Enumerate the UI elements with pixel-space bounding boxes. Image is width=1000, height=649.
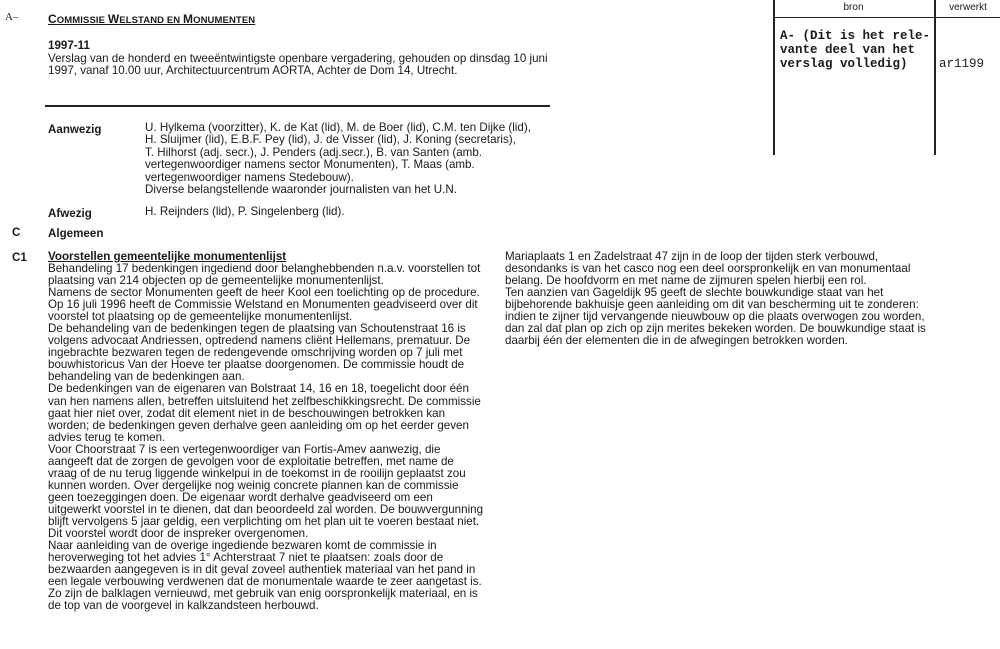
intro-line: 1997, vanaf 10.00 uur, Architectuurcentrum AORTA, Achter de Dom 14, Utrecht. <box>48 64 458 78</box>
paragraph-line: een legale verbouwing verdwenen dat de monumentale waarde te zeer aangetast is. <box>48 575 482 589</box>
paragraph-line: volgens advocaat Andriessen, optredend namens cliënt Hellemans, prematuur. De <box>48 334 471 348</box>
column-header-bron: bron <box>843 2 864 13</box>
margin-mark: A– <box>5 11 19 23</box>
paragraph-line: belang. De hoofdvorm en met name de zijmuren spelen hierbij een rol. <box>505 274 867 288</box>
aanwezig-label: Aanwezig <box>48 123 102 136</box>
paragraph-line: geen toezeggingen doen. De eigenaar wordt derhalve geadviseerd om een <box>48 490 433 504</box>
meeting-number: 1997-11 <box>48 39 90 52</box>
paragraph-line: Dit voorstel wordt door de inspreker overgenomen. <box>48 527 309 541</box>
paragraph-line: desondanks is van het casco nog een deel oorspronkelijk en van monumentaal <box>505 262 911 276</box>
paragraph-line: voorstel tot plaatsing op de gemeentelijke monumentenlijst. <box>48 310 353 324</box>
paragraph-line: vraag of de nu terug liggende winkelpui in de toekomst in de rooilijn geplaatst zou <box>48 466 466 480</box>
paragraph-line: advies terug te komen. <box>48 430 166 444</box>
verwerkt-value: ar1199 <box>939 57 985 71</box>
paragraph-line: van hen namens allen, betreffen uitsluitend het zelfbeschikkingsrecht. De commissie <box>48 394 481 408</box>
paragraph-line: uitgewerkt voorstel in te dienen, dat dan beoordeeld zal worden. De bouwvergunning <box>48 502 484 516</box>
paragraph-line: aangeeft dat de zorgen de gevolgen voor de exploitatie betreffen, met name de <box>48 454 454 468</box>
aanwezig-list <box>145 122 531 196</box>
c1-right-column <box>505 251 926 347</box>
attendee-line: Diverse belangstellende waaronder journalisten van het U.N. <box>145 183 457 197</box>
attendee-line: T. Hilhorst (adj. secr.), J. Penders (adj.secr.), B. van Santen (amb. <box>145 145 482 159</box>
paragraph-line: bezwaarden aangegeven is in dit geval zoveel authentiek materiaal van het pand in <box>48 563 476 577</box>
paragraph-line: dan zal dat plan op zich op zijn merites bekeken worden. De bouwkundige staat is <box>505 322 926 336</box>
paragraph-line: Mariaplaats 1 en Zadelstraat 47 zijn in de loop der tijden sterk verbouwd, <box>505 250 879 263</box>
meeting-intro <box>48 53 548 77</box>
bron-line: A- (Dit is het rele- <box>780 29 931 43</box>
paragraph-line: de top van de voorgevel in kalkzandsteen herbouwd. <box>48 599 319 613</box>
attendee-line: H. Sluijmer (lid), E.B.F. Pey (lid), J. de Visser (lid), J. Koning (secretaris), <box>145 133 516 147</box>
attendee-line: vertegenwoordiger namens sector Monumenten), T. Maas (amb. <box>145 158 475 172</box>
paragraph-line: Voor Choorstraat 7 is een vertegenwoordiger van Fortis-Amev aanwezig, die <box>48 442 441 456</box>
section-title-c: Algemeen <box>48 227 104 240</box>
table-header-divider <box>773 17 1000 18</box>
afwezig-list: H. Reijnders (lid), P. Singelenberg (lid). <box>145 205 345 218</box>
paragraph-line: Ten aanzien van Gageldijk 95 geeft de slechte bouwkundige staat van het <box>505 286 884 300</box>
paragraph-line: plaatsing van 214 objecten op de gemeentelijke monumentenlijst. <box>48 274 384 288</box>
paragraph-line: bijbehorende bakhuisje geen aanleiding om dit van bescherming uit te zonderen: <box>505 298 919 312</box>
c1-left-column <box>48 263 483 612</box>
bron-line: vante deel van het <box>780 43 916 57</box>
afwezig-label: Afwezig <box>48 207 92 220</box>
paragraph-line: indien te zijner tijd vervangende nieuwbouw op die plaats overwogen zou worden, <box>505 310 925 324</box>
intro-line: Verslag van de honderd en tweeëntwintigste openbare vergadering, gehouden op dinsdag 10 juni <box>48 52 548 65</box>
paragraph-line: behandeling van de bedenkingen aan. <box>48 370 245 384</box>
attendee-line: vertegenwoordiger namens Stedebouw). <box>145 170 354 184</box>
column-header-verwerkt: verwerkt <box>949 2 987 13</box>
document-title <box>48 12 255 26</box>
title-part: C <box>48 12 57 26</box>
paragraph-line: bouwhistoricus Van der Hoeve ter plaatse doorgenomen. De commissie houdt de <box>48 358 465 372</box>
paragraph-line: worden; de bedenkingen geven derhalve geen aanleiding om op het eerder geven <box>48 418 469 432</box>
section-title-c1: Voorstellen gemeentelijke monumentenlijst <box>48 250 287 263</box>
title-part: W <box>107 12 120 26</box>
table-column-divider <box>934 0 936 155</box>
bron-note <box>780 29 930 71</box>
paragraph-line: De bedenkingen van de eigenaren van Bolstraat 14, 16 en 18, toegelicht door één <box>48 382 469 396</box>
header-divider <box>45 105 550 107</box>
table-border-left <box>773 0 775 155</box>
paragraph-line: daarbij één der elementen die in de afwegingen betrokken worden. <box>505 334 848 348</box>
title-part: M <box>183 12 194 26</box>
section-code-c: C <box>12 226 21 239</box>
paragraph-line: gaat hier niet over, zodat dit element niet in de beschouwingen betrokken kan <box>48 406 446 420</box>
paragraph-line: Namens de sector Monumenten geeft de heer Kool een toelichting op de procedure. <box>48 286 480 300</box>
paragraph-line: Behandeling 17 bedenkingen ingediend door belanghebbenden n.a.v. voorstellen tot <box>48 262 481 275</box>
bron-line: verslag volledig) <box>780 57 908 71</box>
paragraph-line: Zo zijn de balklagen vernieuwd, met gebruik van enig oorspronkelijk materiaal, en is <box>48 587 478 601</box>
paragraph-line: Naar aanleiding van de overige ingediende bezwaren komt de commissie in <box>48 539 437 553</box>
title-part: ELSTAND EN <box>119 15 183 26</box>
paragraph-line: ingebrachte bezwaren tegen de redengevende omschrijving worden op 7 juli met <box>48 346 463 360</box>
paragraph-line: heroverweging tot het advies 1° Achterstraat 7 niet te plaatsen: zoals door de <box>48 551 444 565</box>
paragraph-line: blijft vervolgens 5 jaar geldig, een verplichting om het plan uit te voeren bestaat niet. <box>48 514 480 528</box>
paragraph-line: De behandeling van de bedenkingen tegen de plaatsing van Schoutenstraat 16 is <box>48 322 466 336</box>
paragraph-line: kunnen worden. Over dergelijke nog weinig concrete plannen kan de commissie <box>48 478 459 492</box>
title-part: ONUMENTEN <box>193 15 256 26</box>
paragraph-line: Op 16 juli 1996 heeft de Commissie Welstand en Monumenten geadviseerd over dit <box>48 298 478 312</box>
attendee-line: U. Hylkema (voorzitter), K. de Kat (lid), M. de Boer (lid), C.M. ten Dijke (lid), <box>145 121 531 134</box>
title-part: OMMISSIE <box>56 15 108 26</box>
section-code-c1: C1 <box>12 251 27 264</box>
